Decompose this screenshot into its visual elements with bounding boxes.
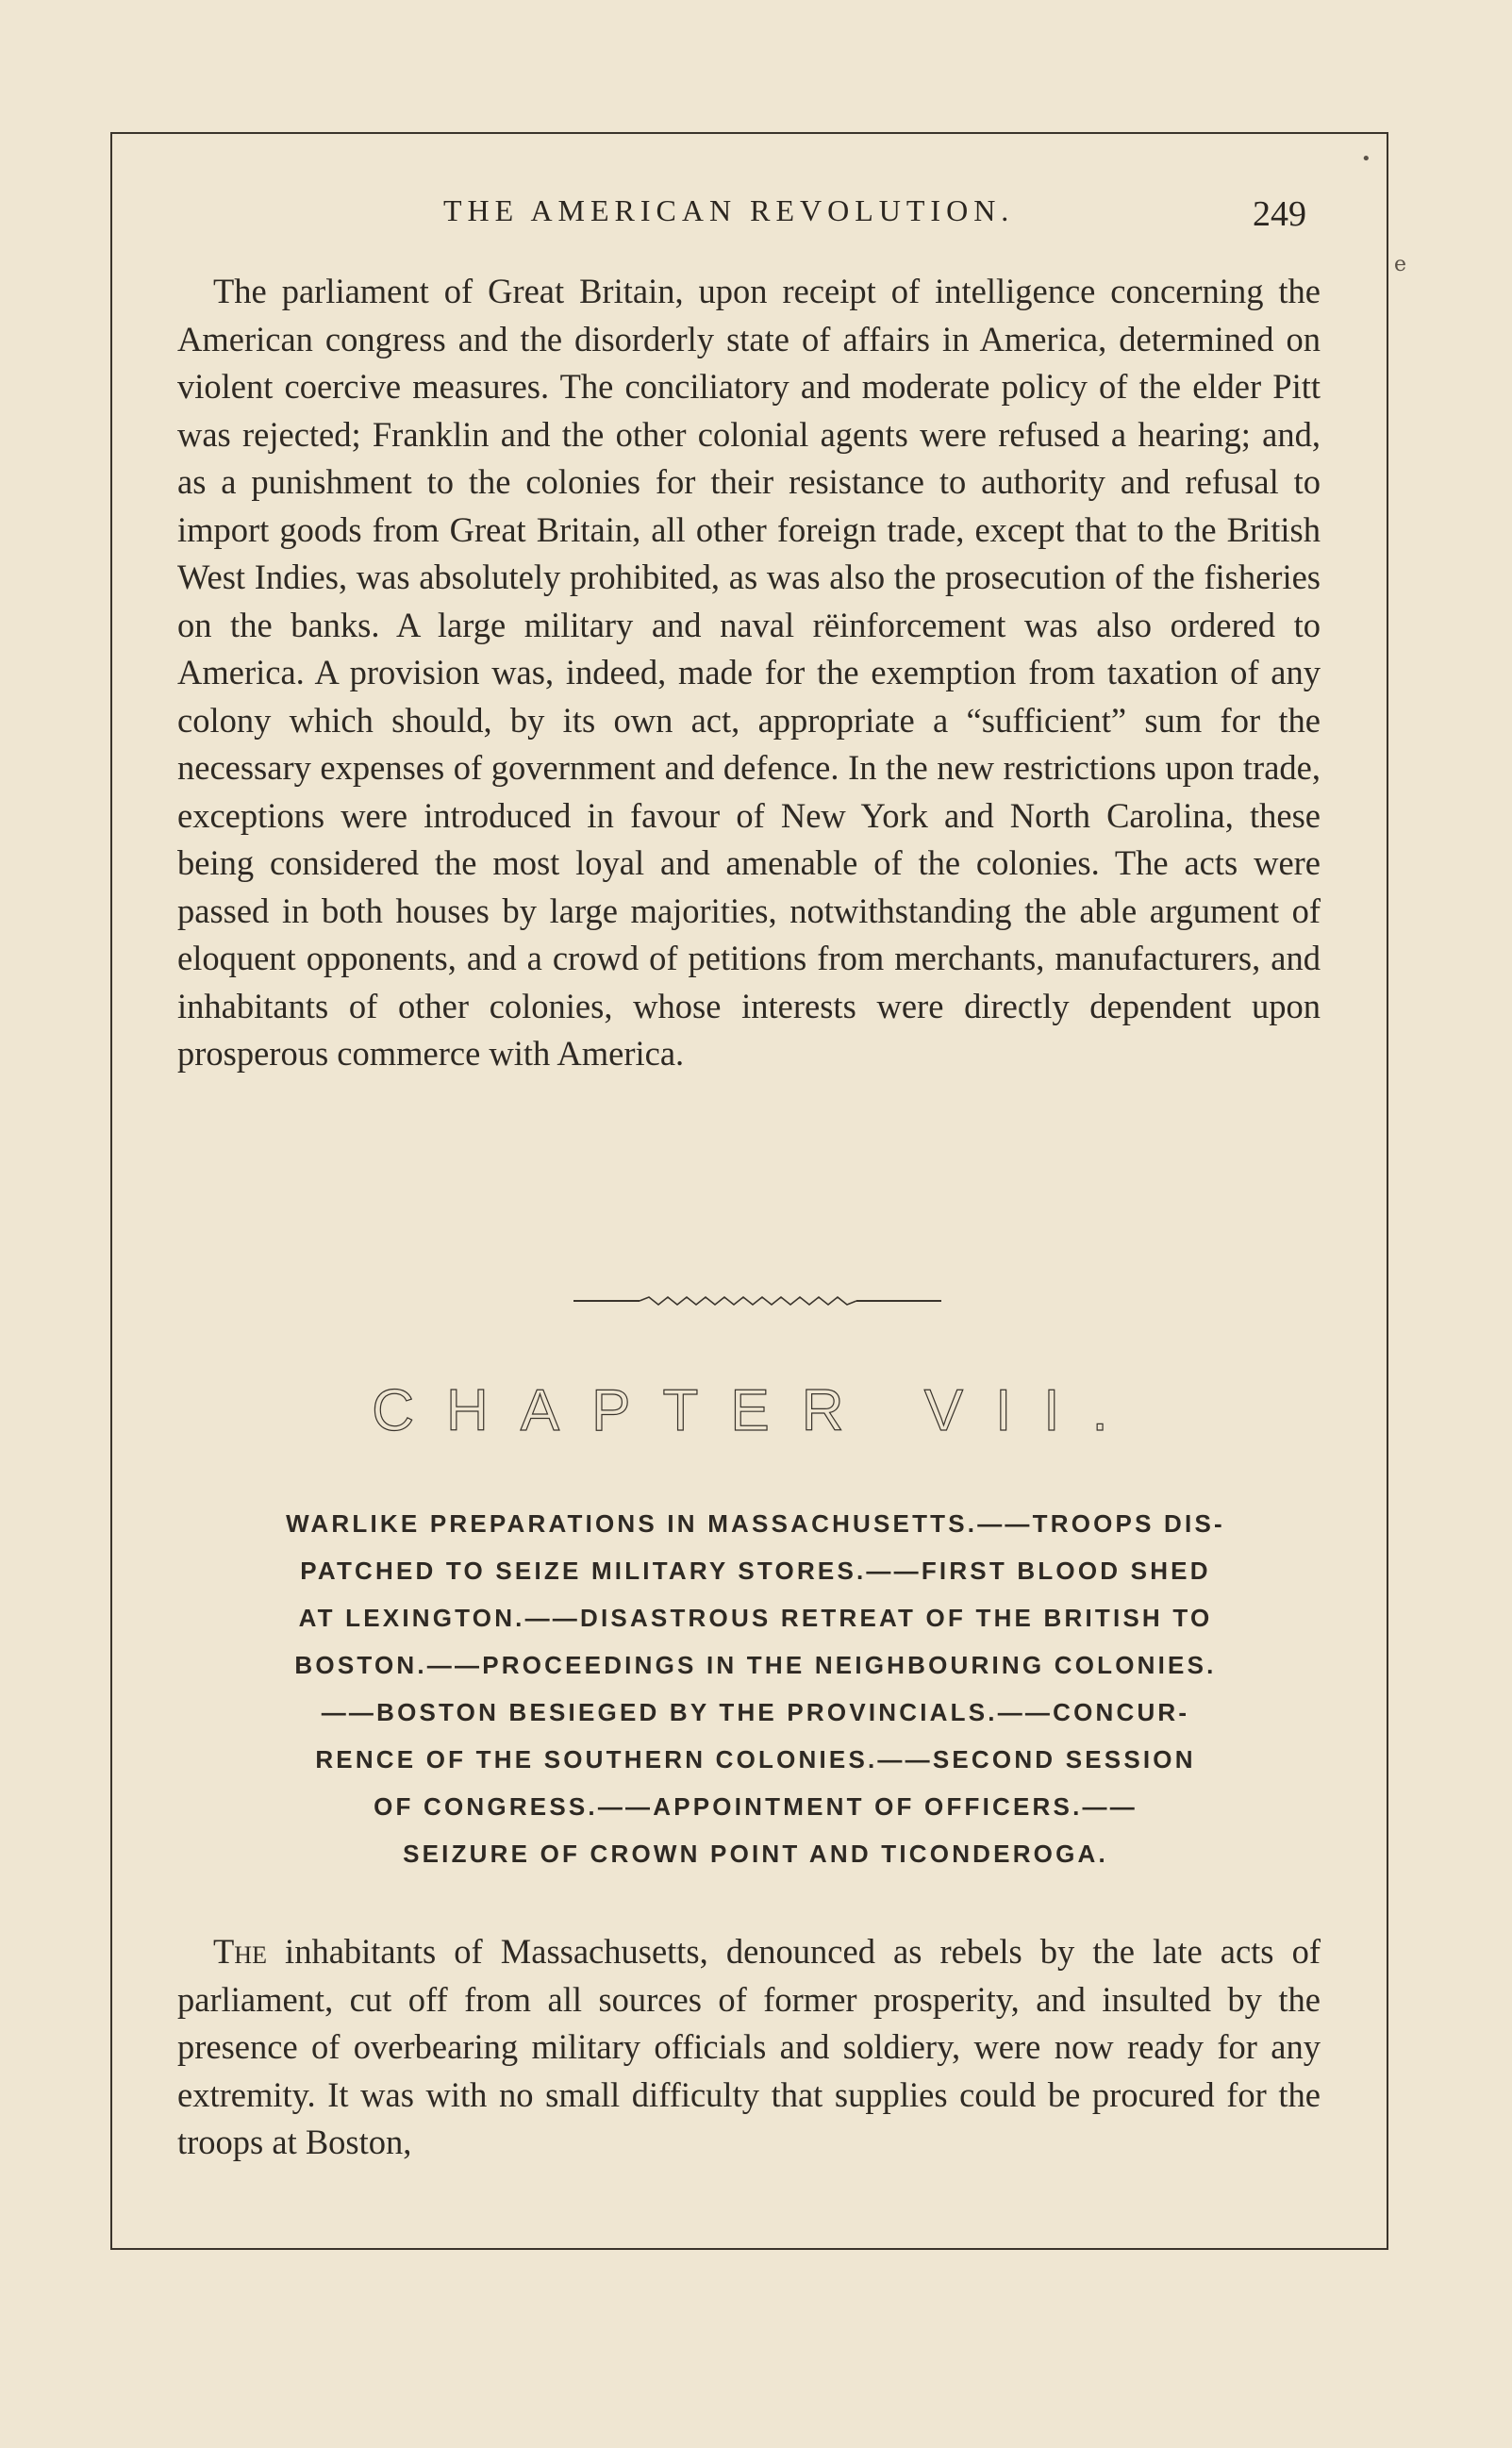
- margin-circle: e: [1394, 253, 1407, 276]
- synopsis-line: RENCE OF THE SOUTHERN COLONIES.——SECOND SESSION: [315, 1745, 1196, 1774]
- paragraph-2: [177, 1928, 1321, 2167]
- ornament-wave: [640, 1297, 856, 1305]
- chapter-title: CHAPTER VII.: [372, 1378, 1140, 1443]
- page-number: 249: [1253, 194, 1306, 234]
- paragraph-2-text: inhabitants of Massachusetts, denounced as rebels by the late acts of parliament, cut off from all sources of former prosperity, and insulted by the presence of overbearing military officials and soldiery, were now ready for any extremity. It was with no small difficulty that supplies could be procured for the troops at Boston,: [177, 1932, 1321, 2161]
- synopsis-line: ——BOSTON BESIEGED BY THE PROVINCIALS.——CONCUR-: [321, 1698, 1190, 1726]
- synopsis-line: PATCHED TO SEIZE MILITARY STORES.——FIRST BLOOD SHED: [300, 1557, 1211, 1585]
- synopsis-line: WARLIKE PREPARATIONS IN MASSACHUSETTS.——TROOPS DIS-: [286, 1509, 1225, 1538]
- synopsis-line: BOSTON.——PROCEEDINGS IN THE NEIGHBOURING COLONIES.: [294, 1651, 1217, 1679]
- synopsis-line: AT LEXINGTON.——DISASTROUS RETREAT OF THE BRITISH TO: [298, 1604, 1213, 1632]
- chapter-synopsis: [179, 1500, 1332, 1877]
- margin-dot: •: [1361, 149, 1371, 169]
- paragraph-1-text: The parliament of Great Britain, upon receipt of intelligence concerning the American congress and the disorderly state of affairs in America, determined on violent coercive measures. The conciliatory and moderate policy of the elder Pitt was rejected; Franklin and the other colonial agents were refused a hearing; and, as a punishment to the colonies for their resistance to authority and refusal to import goods from Great Britain, all other foreign trade, except that to the British West Indies, was absolutely prohibited, as was also the prosecution of the fisheries on the banks. A large military and naval rëinforcement was also ordered to America. A provision was, indeed, made for the exemption from taxation of any colony which should, by its own act, appropriate a “sufficient” sum for the necessary expenses of government and defence. In the new restrictions upon trade, exceptions were introduced in favour of New York and North Carolina, these being considered the most loyal and amenable of the colonies. The acts were passed in both houses by large majorities, notwithstanding the able argument of eloquent opponents, and a crowd of petitions from merchants, manufacturers, and inhabitants of other colonies, whose interests were directly dependent upon prosperous commerce with America.: [177, 272, 1321, 1073]
- synopsis-line: SEIZURE OF CROWN POINT AND TICONDEROGA.: [403, 1840, 1108, 1868]
- ornamental-rule: [573, 1294, 941, 1307]
- synopsis-line: OF CONGRESS.——APPOINTMENT OF OFFICERS.——: [374, 1792, 1138, 1821]
- paragraph-2-lead: The: [213, 1932, 267, 1971]
- paragraph-1: [177, 268, 1321, 1078]
- running-head: THE AMERICAN REVOLUTION.: [443, 193, 1015, 227]
